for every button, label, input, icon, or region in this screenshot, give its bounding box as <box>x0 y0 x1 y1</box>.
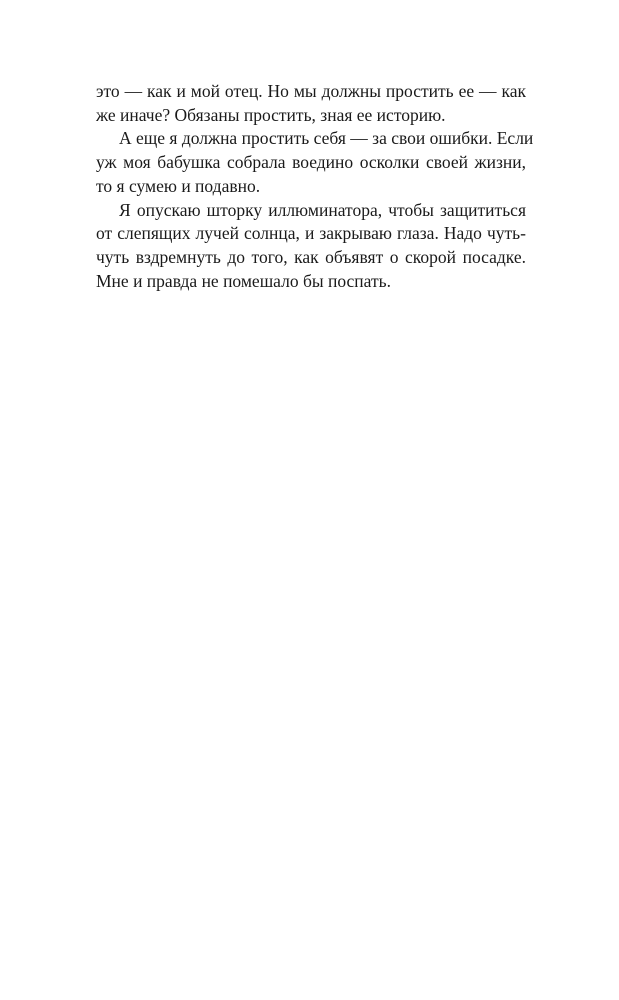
text-line: Мне и правда не помешало бы поспать. <box>96 270 391 291</box>
paragraph <box>96 127 534 198</box>
paragraph <box>96 80 526 127</box>
text-line: уж моя бабушка собрала воедино осколки своей жизни, <box>96 152 526 173</box>
text-line: Я опускаю шторку иллюминатора, чтобы защититься <box>119 199 526 220</box>
text-line: чуть вздремнуть до того, как объявят о скорой посадке. <box>96 246 526 267</box>
text-line: от слепящих лучей солнца, и закрываю глаза. Надо чуть- <box>96 223 526 244</box>
text-line: А еще я должна простить себя — за свои ошибки. Если <box>119 128 534 149</box>
text-line: это — как и мой отец. Но мы должны простить ее — как <box>96 81 526 101</box>
body-text <box>96 80 534 293</box>
paragraph <box>96 199 526 294</box>
text-line: то я сумею и подавно. <box>96 175 261 196</box>
text-line: же иначе? Обязаны простить, зная ее историю. <box>96 104 446 125</box>
